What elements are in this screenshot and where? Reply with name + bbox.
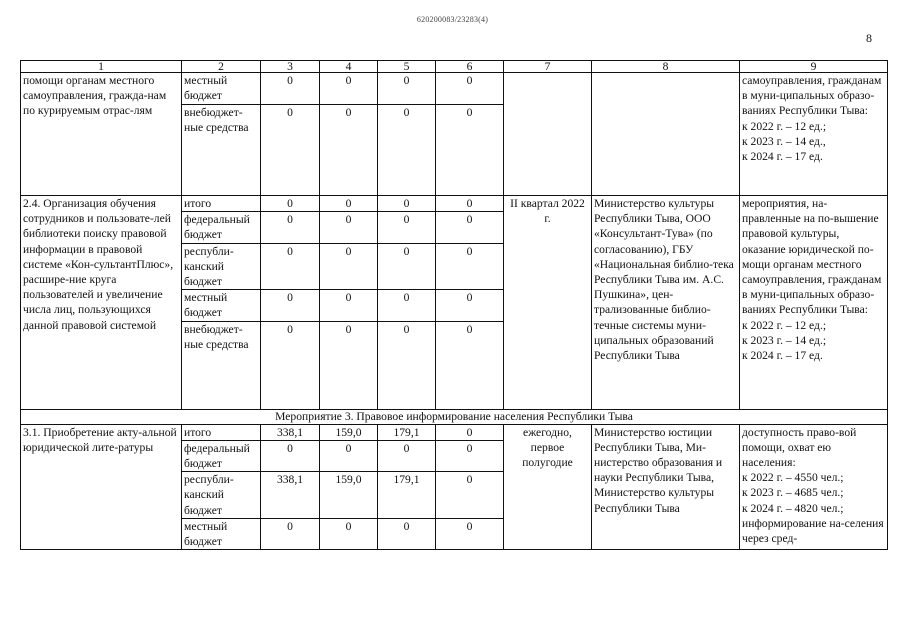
column-number: 6 xyxy=(436,61,504,73)
value-cell: 0 xyxy=(436,472,504,519)
funding-source: местный бюджет xyxy=(182,73,261,105)
result-cell: самоуправления, гражданам в муни-ципальных образо-ваниях Республики Тыва: к 2022 г. – 12 ед.; к 2023 г. – 14 ед., к 2024 г. – 17 ед. xyxy=(740,73,888,196)
budget-table xyxy=(20,60,888,550)
value-cell: 0 xyxy=(261,196,320,212)
value-cell: 0 xyxy=(261,518,320,549)
column-number: 9 xyxy=(740,61,888,73)
value-cell: 0 xyxy=(261,440,320,471)
value-cell: 0 xyxy=(378,243,436,290)
result-cell: доступность право-вой помощи, охват ею населения: к 2022 г. – 4550 чел.; к 2023 г. – 4685 чел.; к 2024 г. – 4820 чел.; информирование на-селения через сред- xyxy=(740,424,888,550)
value-cell: 0 xyxy=(261,290,320,321)
term-cell: ежегодно, первое полугодие xyxy=(504,424,592,550)
value-cell: 338,1 xyxy=(261,424,320,440)
value-cell: 0 xyxy=(320,73,378,105)
executor-cell: Министерство юстиции Республики Тыва, Ми-нистерство образования и науки Республики Тыва, Министерство культуры Республики Тыва xyxy=(592,424,740,550)
funding-source: республи-канский бюджет xyxy=(182,472,261,519)
value-cell: 0 xyxy=(378,212,436,243)
value-cell: 0 xyxy=(320,212,378,243)
value-cell: 159,0 xyxy=(320,424,378,440)
value-cell: 0 xyxy=(320,105,378,196)
funding-source: федеральный бюджет xyxy=(182,440,261,471)
value-cell: 0 xyxy=(436,518,504,549)
value-cell: 0 xyxy=(261,321,320,409)
value-cell: 0 xyxy=(261,105,320,196)
funding-source: внебюджет-ные средства xyxy=(182,105,261,196)
column-numbers-row xyxy=(21,61,888,73)
column-number: 1 xyxy=(21,61,182,73)
column-number: 7 xyxy=(504,61,592,73)
value-cell: 0 xyxy=(436,424,504,440)
value-cell: 0 xyxy=(436,105,504,196)
value-cell: 0 xyxy=(261,212,320,243)
column-number: 2 xyxy=(182,61,261,73)
value-cell: 0 xyxy=(436,196,504,212)
funding-source: итого xyxy=(182,424,261,440)
value-cell: 0 xyxy=(436,440,504,471)
section-title: Мероприятие 3. Правовое информирование населения Республики Тыва xyxy=(21,409,888,424)
executor-cell: Министерство культуры Республики Тыва, ООО «Консультант-Тува» (по согласованию), ГБУ «Национальная библио-тека Республики Тыва им. А.С. Пушкина», цен-трализованные библио-течные системы муни-ципальных образований Республики Тыва xyxy=(592,196,740,410)
value-cell: 0 xyxy=(378,321,436,409)
value-cell: 0 xyxy=(436,73,504,105)
value-cell: 0 xyxy=(320,440,378,471)
value-cell: 0 xyxy=(436,243,504,290)
term-cell: II квартал 2022 г. xyxy=(504,196,592,410)
funding-source: местный бюджет xyxy=(182,290,261,321)
activity-name: 2.4. Организация обучения сотрудников и пользовате-лей библиотеки поиску правовой информации в правовой системе «Кон-сультантПлюс», расшире-ние круга пользователей и увеличение числа лиц, пользующихся данной правовой системой xyxy=(21,196,182,410)
section-heading-row xyxy=(21,409,888,424)
value-cell: 0 xyxy=(320,518,378,549)
value-cell: 0 xyxy=(436,321,504,409)
value-cell: 159,0 xyxy=(320,472,378,519)
funding-source: федеральный бюджет xyxy=(182,212,261,243)
result-cell: мероприятия, на-правленные на по-вышение правовой культуры, оказание юридической по-мощи органам местного самоуправления, гражданам в муни-ципальных образо-ваниях Республики Тыва: к 2022 г. – 12 ед.; к 2023 г. – 14 ед.; к 2024 г. – 17 ед. xyxy=(740,196,888,410)
value-cell: 179,1 xyxy=(378,472,436,519)
table-row xyxy=(21,424,888,440)
value-cell: 0 xyxy=(378,518,436,549)
column-number: 8 xyxy=(592,61,740,73)
value-cell: 0 xyxy=(261,73,320,105)
funding-source: внебюджет-ные средства xyxy=(182,321,261,409)
page-number: 8 xyxy=(866,31,872,45)
column-number: 3 xyxy=(261,61,320,73)
value-cell: 0 xyxy=(378,440,436,471)
value-cell: 0 xyxy=(378,290,436,321)
term-cell xyxy=(504,73,592,196)
value-cell: 0 xyxy=(261,243,320,290)
value-cell: 0 xyxy=(378,73,436,105)
table-row xyxy=(21,196,888,212)
document-code: 620200083/23283(4) xyxy=(416,15,489,24)
funding-source: итого xyxy=(182,196,261,212)
value-cell: 179,1 xyxy=(378,424,436,440)
value-cell: 0 xyxy=(436,212,504,243)
value-cell: 0 xyxy=(320,196,378,212)
funding-source: республи-канский бюджет xyxy=(182,243,261,290)
value-cell: 0 xyxy=(320,321,378,409)
activity-name: помощи органам местного самоуправления, гражда-нам по курируемым отрас-лям xyxy=(21,73,182,196)
funding-source: местный бюджет xyxy=(182,518,261,549)
value-cell: 0 xyxy=(320,243,378,290)
value-cell: 0 xyxy=(378,196,436,212)
value-cell: 0 xyxy=(436,290,504,321)
column-number: 5 xyxy=(378,61,436,73)
value-cell: 0 xyxy=(378,105,436,196)
activity-name: 3.1. Приобретение акту-альной юридической лите-ратуры xyxy=(21,424,182,550)
executor-cell xyxy=(592,73,740,196)
value-cell: 0 xyxy=(320,290,378,321)
table-row xyxy=(21,73,888,105)
column-number: 4 xyxy=(320,61,378,73)
value-cell: 338,1 xyxy=(261,472,320,519)
